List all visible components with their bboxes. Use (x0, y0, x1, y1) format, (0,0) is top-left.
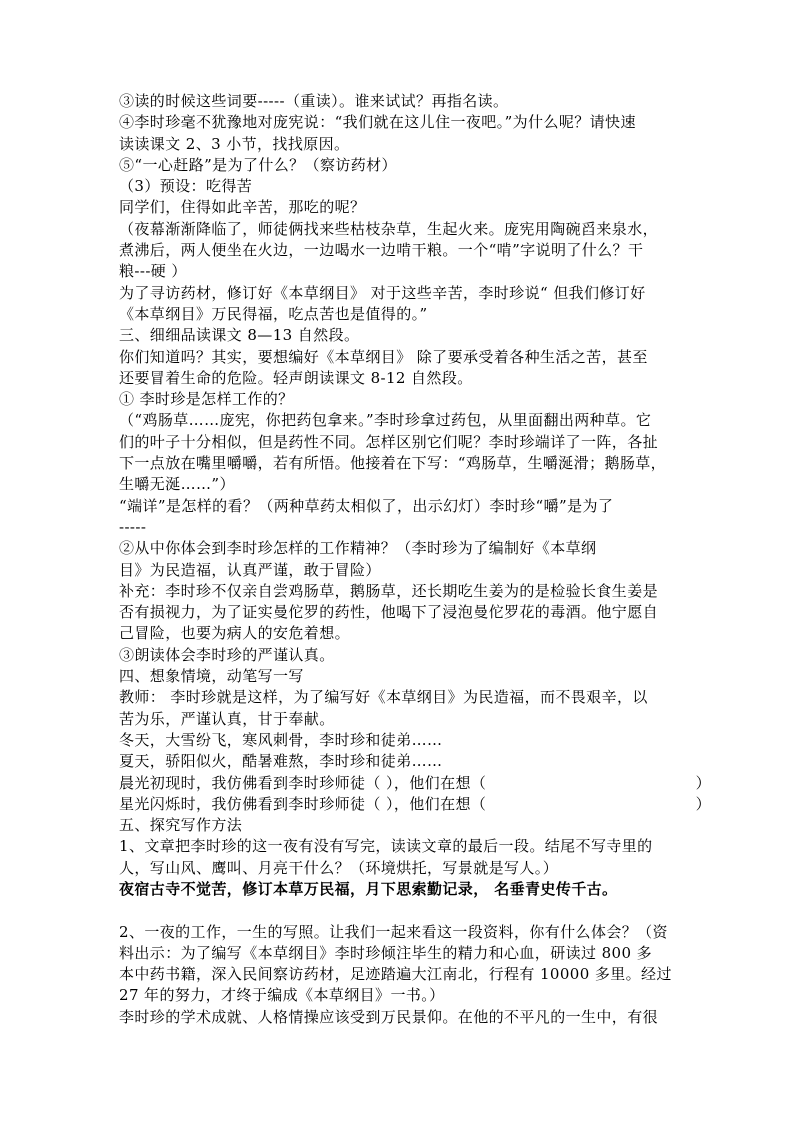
text-line: 《本草纲目》万民得福，吃点苦也是值得的。” (119, 304, 428, 323)
text-line: 粮---硬 ） (119, 262, 187, 281)
text-line: ③朗读体会李时珍的严谨认真。 (119, 645, 335, 664)
text-line: 生嚼无涎……”） (119, 475, 235, 494)
text-line: 1、文章把李时珍的这一夜有没有写完，读读文章的最后一段。结尾不写寺里的 (119, 837, 653, 856)
text-line: 读读课文 2、3 小节，找找原因。 (119, 134, 350, 153)
section-heading: 五、探究写作方法 (119, 816, 243, 835)
section-heading: 四、想象情境，动笔写一写 (119, 667, 304, 686)
text-line: 否有损视力，为了证实曼佗罗的药性，他喝下了浸泡曼佗罗花的毒酒。他宁愿自 (119, 603, 659, 622)
text-line: 李时珍的学术成就、人格情操应该受到万民景仰。在他的不平凡的一生中，有很 (119, 1007, 659, 1026)
text-line: 为了寻访药材，修订好《本草纲目》 对于这些辛苦，李时珍说“ 但我们修订好 (119, 283, 646, 302)
text-line: 本中药书籍，深入民间察访药材，足迹踏遍大江南北，行程有 10000 多里。经过 (119, 965, 672, 984)
text-line: （“鸡肠草……庞宪，你把药包拿来。”李时珍拿过药包，从里面翻出两种草。它 (119, 411, 652, 430)
body-block-2 (119, 815, 689, 879)
text-line: ① 李时珍是怎样工作的？ (119, 390, 294, 409)
text-line: （夜幕渐渐降临了，师徒俩找来些枯枝杂草，生起火来。庞宪用陶碗舀来泉水， (119, 219, 659, 238)
body-block-1 (119, 91, 689, 773)
text-line: ④李时珍毫不犹豫地对庞宪说：“我们就在这儿住一夜吧。”为什么呢？请快速 (119, 113, 636, 132)
text-line: 你们知道吗？其实，要想编好《本草纲目》 除了要承受着各种生活之苦，甚至 (119, 347, 648, 366)
text-line: ----- (119, 517, 147, 536)
text-line: ⑤“一心赶路”是为了什么？（察访药材） (119, 155, 397, 174)
text-line: 夏天，骄阳似火，酷暑难熬，李时珍和徒弟…… (119, 752, 443, 771)
fill-in-row (119, 794, 711, 815)
fill-in-prompt: 星光闪烁时，我仿佛看到李时珍师徒（ ），他们在想（ (119, 794, 487, 813)
text-line: 人，写山风、鹰叫、月亮干什么？（环境烘托，写景就是写人。） (119, 858, 559, 877)
text-line: 料出示：为了编写《本草纲目》李时珍倾注毕生的精力和心血，研读过 800 多 (119, 943, 652, 962)
document-page (119, 91, 711, 1028)
text-line: 同学们，住得如此辛苦，那吃的呢？ (119, 198, 366, 217)
text-line: 2、一夜的工作，一生的写照。让我们一起来看这一段资料，你有什么体会？（资 (119, 922, 668, 941)
summary-couplet: 夜宿古寺不觉苦，修订本草万民福，月下思索勤记录， 名垂青史传千古。 (119, 879, 618, 898)
text-line: 目》为民造福，认真严谨，敢于冒险） (119, 560, 381, 579)
text-line: ②从中你体会到李时珍怎样的工作精神？（李时珍为了编制好《本草纲 (119, 539, 597, 558)
text-line: 还要冒着生命的危险。轻声朗读课文 8-12 自然段。 (119, 368, 473, 387)
text-line: 冬天，大雪纷飞，寒风刺骨，李时珍和徒弟…… (119, 730, 443, 749)
blank-line (119, 900, 689, 921)
fill-in-close-paren: ） (695, 794, 711, 813)
text-line: 苦为乐，严谨认真，甘于奉献。 (119, 709, 335, 728)
text-line: 27 年的努力，才终于编成《本草纲目》一书。） (119, 986, 445, 1005)
body-block-3 (119, 922, 689, 1028)
text-line: ③读的时候这些词要-----（重读）。谁来试试？再指名读。 (119, 92, 509, 110)
text-line: 下一点放在嘴里嚼嚼，若有所悟。他接着在下写：“鸡肠草，生嚼涎滑；鹅肠草， (119, 454, 667, 473)
text-line: 补充：李时珍不仅亲自尝鸡肠草，鹅肠草，还长期吃生姜为的是检验长食生姜是 (119, 581, 659, 600)
fill-in-row (119, 773, 711, 794)
fill-in-prompt: 晨光初现时，我仿佛看到李时珍师徒（ ），他们在想（ (119, 773, 487, 792)
fill-in-close-paren: ） (695, 773, 711, 792)
text-line: 煮沸后，两人便坐在火边，一边喝水一边啃干粮。一个“啃”字说明了什么？干 (119, 241, 644, 260)
text-line: 们的叶子十分相似，但是药性不同。怎样区别它们呢？李时珍端详了一阵，各扯 (119, 432, 659, 451)
text-line: 教师： 李时珍就是这样，为了编写好《本草纲目》为民造福，而不畏艰辛，以 (119, 688, 648, 707)
text-line: （3）预设：吃得苦 (119, 177, 253, 196)
section-heading: 三、细细品读课文 8—13 自然段。 (119, 326, 360, 345)
text-line: “端详”是怎样的看？（两种草药太相似了，出示幻灯）李时珍“嚼”是为了 (119, 496, 614, 515)
text-line: 己冒险，也要为病人的安危着想。 (119, 624, 351, 643)
